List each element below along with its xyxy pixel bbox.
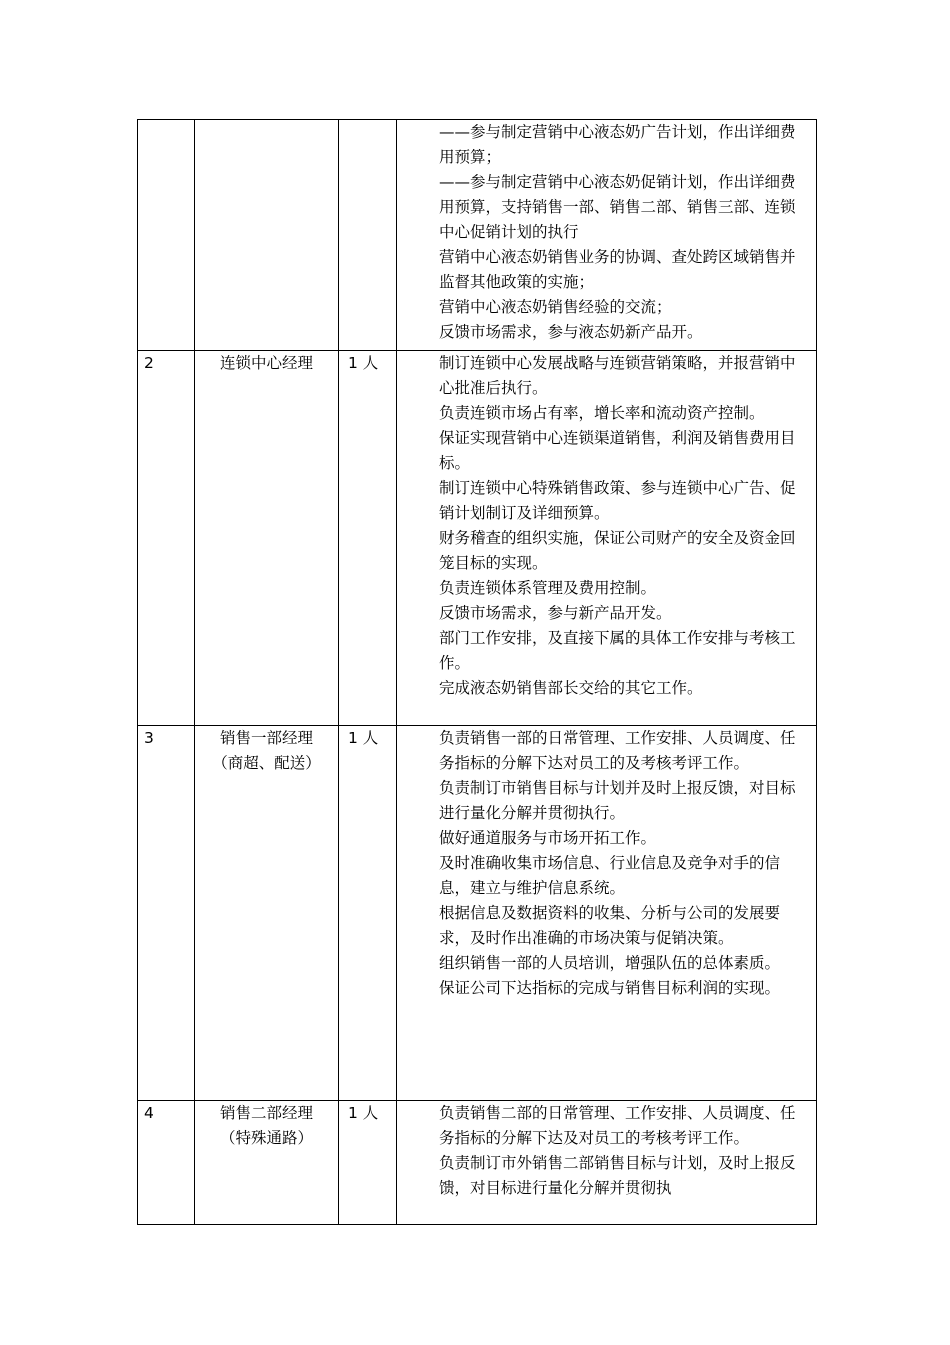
row-number: 2: [138, 351, 195, 726]
table-row: [138, 1101, 817, 1225]
position-line: 销售二部经理: [219, 1104, 313, 1122]
duty-item: 负责连锁市场占有率，增长率和流动资产控制。: [439, 404, 765, 422]
duty-item: 完成液态奶销售部长交给的其它工作。: [439, 679, 703, 697]
duty-item: 营销中心液态奶销售经验的交流；: [439, 298, 672, 316]
duty-item: 制订连锁中心特殊销售政策、参与连锁中心广告、促销计划制订及详细预算。: [439, 479, 796, 522]
duty-item: 负责制订市外销售二部销售目标与计划，及时上报反馈，对目标进行量化分解并贯彻执: [439, 1154, 796, 1197]
row-number: [138, 120, 195, 351]
position-title: [195, 726, 339, 1101]
duty-item: 及时准确收集市场信息、行业信息及竞争对手的信息，建立与维护信息系统。: [439, 854, 781, 897]
duty-table: [137, 119, 817, 1225]
duty-item: 组织销售一部的人员培训，增强队伍的总体素质。: [439, 954, 781, 972]
headcount: 1 人: [339, 726, 397, 1101]
duties-cell: [397, 120, 817, 351]
headcount: 1 人: [339, 351, 397, 726]
position-title: [195, 120, 339, 351]
table-row: [138, 120, 817, 351]
position-line: 连锁中心经理: [219, 354, 313, 372]
duty-item: 做好通道服务与市场开拓工作。: [439, 829, 657, 847]
duty-item: 负责销售二部的日常管理、工作安排、人员调度、任务指标的分解下达及对员工的考核考评工作。: [439, 1104, 796, 1147]
duty-item: 财务稽查的组织实施，保证公司财产的安全及资金回笼目标的实现。: [439, 529, 796, 572]
position-title: [195, 351, 339, 726]
duty-item: 营销中心液态奶销售业务的协调、查处跨区域销售并监督其他政策的实施；: [439, 248, 796, 291]
headcount: 1 人: [339, 1101, 397, 1225]
duty-item: 负责连锁体系管理及费用控制。: [439, 579, 657, 597]
table-row: [138, 351, 817, 726]
duty-item: 负责销售一部的日常管理、工作安排、人员调度、任务指标的分解下达对员工的及考核考评工作。: [439, 729, 796, 772]
headcount: [339, 120, 397, 351]
table-row: [138, 726, 817, 1101]
duty-item: 根据信息及数据资料的收集、分析与公司的发展要求，及时作出准确的市场决策与促销决策。: [439, 904, 781, 947]
duties-cell: [397, 1101, 817, 1225]
duty-item: 制订连锁中心发展战略与连锁营销策略，并报营销中心批准后执行。: [439, 354, 796, 397]
position-line: （特殊通路）: [219, 1129, 313, 1147]
position-title: [195, 1101, 339, 1225]
duty-item: 保证实现营销中心连锁渠道销售，利润及销售费用目标。: [439, 429, 796, 472]
table-body: [138, 120, 817, 1225]
position-line: 销售一部经理: [219, 729, 313, 747]
duty-item: 保证公司下达指标的完成与销售目标利润的实现。: [439, 979, 781, 997]
duty-item: 反馈市场需求，参与液态奶新产品开。: [439, 323, 703, 341]
duty-item: 部门工作安排，及直接下属的具体工作安排与考核工作。: [439, 629, 796, 672]
position-line: （商超、配送）: [212, 754, 321, 772]
duty-item: ——参与制定营销中心液态奶广告计划，作出详细费用预算；: [439, 123, 796, 166]
duty-item: 负责制订市销售目标与计划并及时上报反馈，对目标进行量化分解并贯彻执行。: [439, 779, 796, 822]
row-number: 4: [138, 1101, 195, 1225]
duty-item: 反馈市场需求，参与新产品开发。: [439, 604, 672, 622]
duties-cell: [397, 726, 817, 1101]
duties-cell: [397, 351, 817, 726]
duty-item: ——参与制定营销中心液态奶促销计划，作出详细费用预算，支持销售一部、销售二部、销售三部、连锁中心促销计划的执行: [439, 173, 796, 241]
row-number: 3: [138, 726, 195, 1101]
